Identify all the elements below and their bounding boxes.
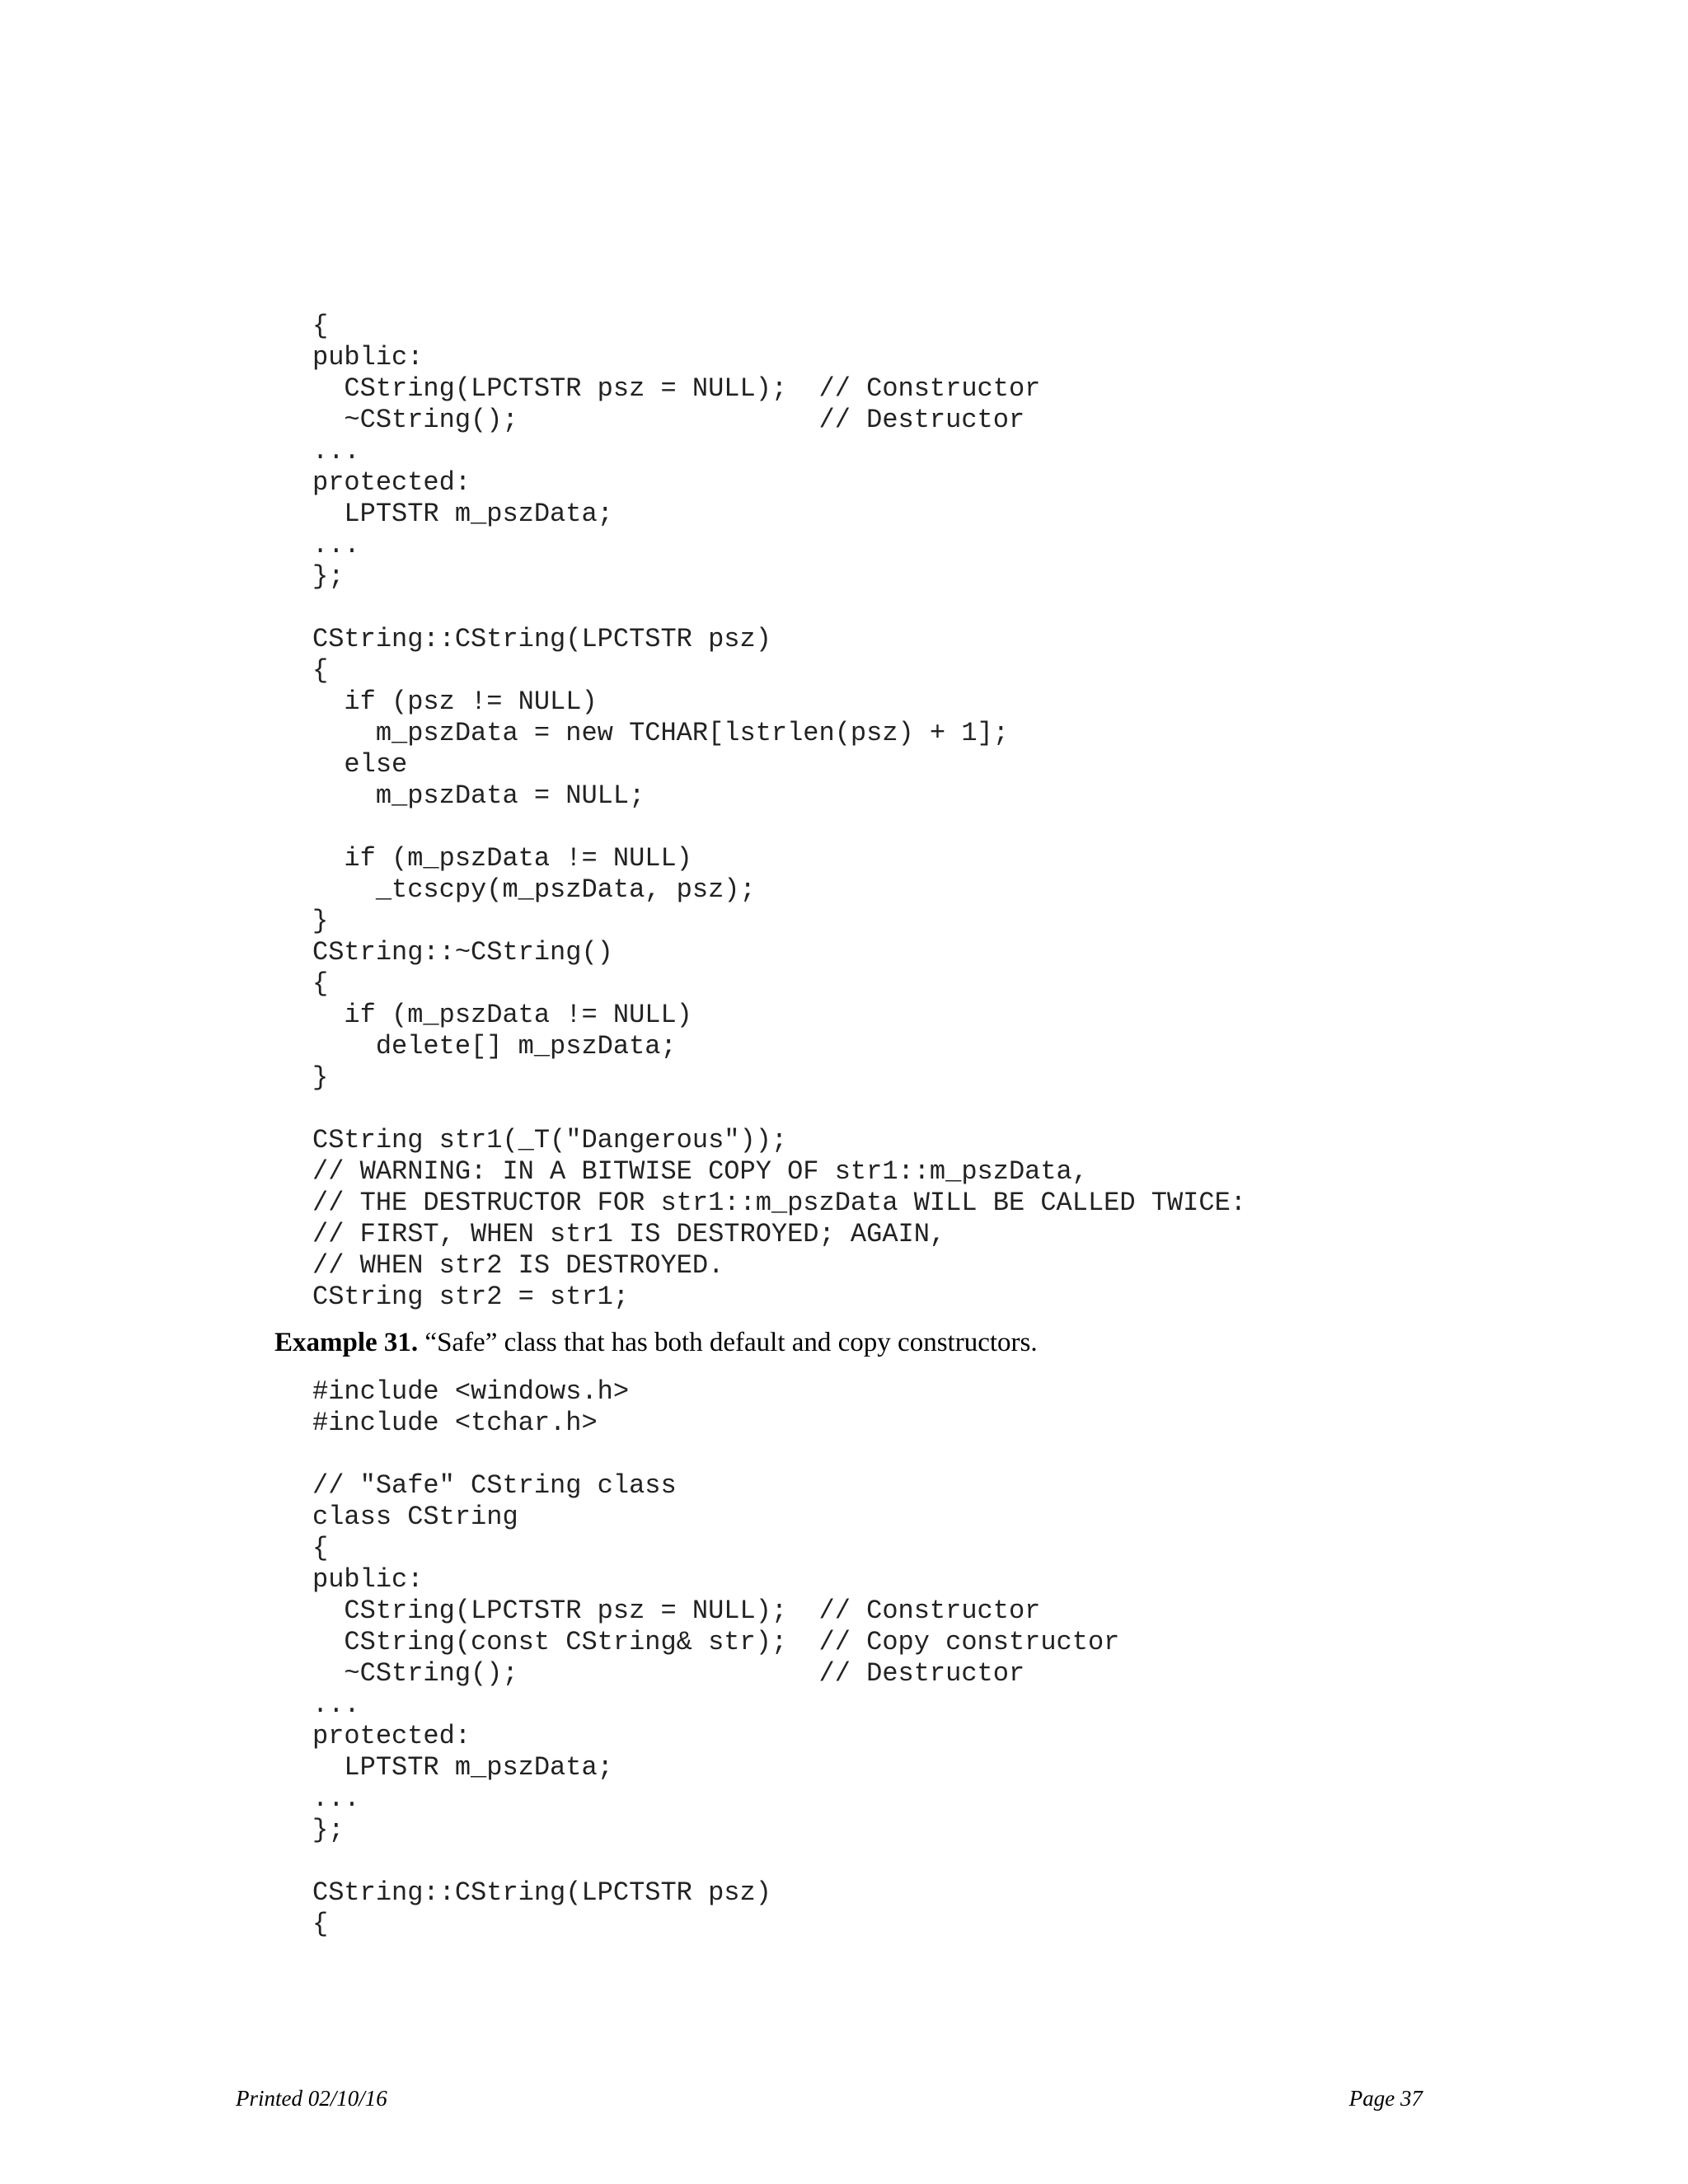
code-listing-top: { public: CString(LPCTSTR psz = NULL); // Constructor ~CString(); // Destructor ... protected: LPTSTR m_pszData; ... }; CString::CString(LPCTSTR psz) { if (psz != NULL) m_pszData = new TCHAR[lstrlen(psz) + 1]; else m_pszData = NULL; if (m_pszData != NULL) _tcscpy(m_pszData, psz); } CString::~CString() { if (m_pszData != NULL) delete[] m_pszData; } CString str1(_T("Dangerous")); // WARNING: IN A BITWISE COPY OF str1::m_pszData, // THE DESTRUCTOR FOR str1::m_pszData WILL BE CALLED TWICE: // FIRST, WHEN str1 IS DESTROYED; AGAIN, // WHEN str2 IS DESTROYED. CString str2 = str1; (312, 311, 1246, 1312)
example-caption (274, 1327, 1038, 1358)
footer-page-number: Page 37 (1348, 2086, 1423, 2111)
code-listing-bottom: #include <windows.h> #include <tchar.h> // "Safe" CString class class CString { public: CString(LPCTSTR psz = NULL); // Constructor CString(const CString& str); // Copy constructor ~CString(); // Destructor ... protected: LPTSTR m_pszData; ... }; CString::CString(LPCTSTR psz) { (312, 1376, 1120, 1939)
example-caption-text: “Safe” class that has both default and copy constructors. (418, 1328, 1038, 1357)
footer-printed-date: Printed 02/10/16 (236, 2086, 387, 2111)
example-label: Example 31. (274, 1328, 419, 1357)
